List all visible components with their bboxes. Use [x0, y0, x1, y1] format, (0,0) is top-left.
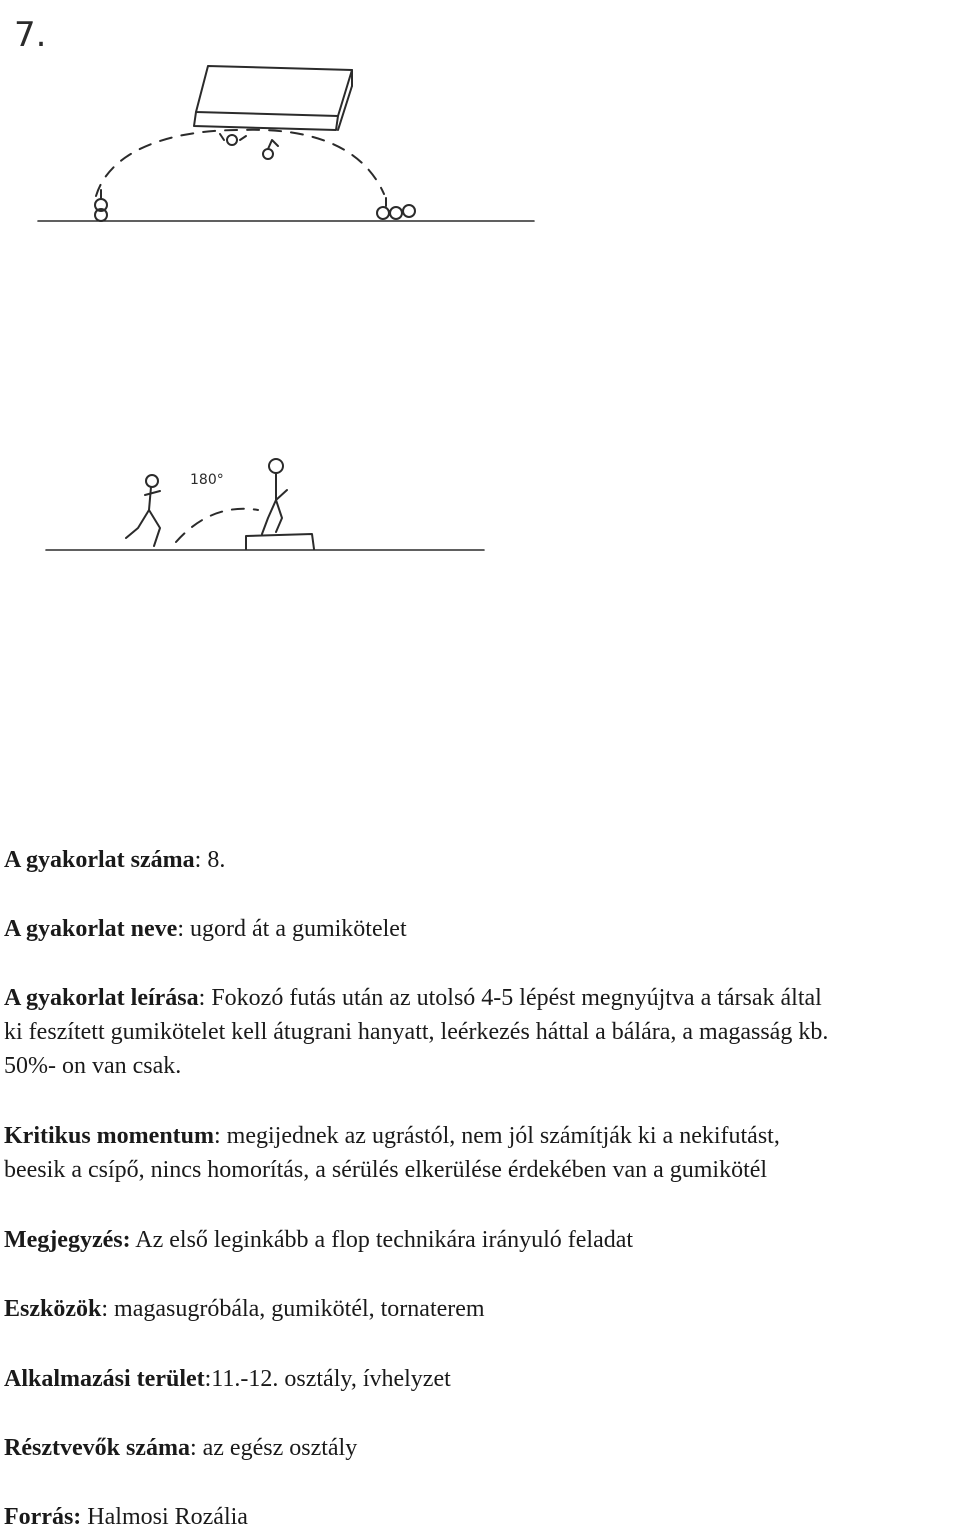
field-label: Alkalmazási terület [4, 1366, 205, 1392]
field-label: A gyakorlat leírása [4, 985, 199, 1011]
field-label: Résztvevők száma [4, 1435, 190, 1461]
field-value: Halmosi Rozália [81, 1504, 248, 1530]
field-label: Eszközök [4, 1296, 102, 1322]
field-value: magasugróbála, gumikötél, tornaterem [108, 1296, 485, 1322]
description-line-1: Fokozó futás után az utolsó 4-5 lépést megnyújtva a társak által [205, 985, 822, 1011]
field-label: A gyakorlat neve [4, 916, 178, 942]
sketch-run-jump [46, 459, 484, 550]
note [4, 1223, 954, 1257]
exercise-sketches [0, 0, 960, 600]
field-label: Megjegyzés: [4, 1227, 131, 1253]
description-line-2: ki feszített gumikötelet kell átugrani hanyatt, leérkezés háttal a bálára, a magasság kb. [4, 1019, 829, 1045]
angle-label: 180° [190, 472, 224, 488]
description-line-3: 50%- on van csak. [4, 1053, 182, 1079]
field-label: Kritikus momentum [4, 1123, 214, 1149]
field-label: Forrás: [4, 1504, 82, 1530]
field-value: 8. [201, 847, 226, 873]
field-value: az egész osztály [196, 1435, 358, 1461]
field-value: :11.-12. osztály, ívhelyzet [204, 1366, 451, 1392]
field-label: A gyakorlat száma [4, 847, 195, 873]
exercise-description: A gyakorlat leírása: Fokozó futás után az utolsó 4-5 lépést megnyújtva a társak által ki feszített gumikötelet kell átugrani hanyatt, leérkezés háttal a bálára, a magasság kb. 50%- on van csak. [4, 981, 954, 1083]
critical-line-2: beesik a csípő, nincs homorítás, a sérülés elkerülése érdekében van a gumikötél [4, 1157, 768, 1183]
critical-line-1: megijednek az ugrástól, nem jól számítják ki a nekifutást, [220, 1123, 780, 1149]
tools: Eszközök: magasugróbála, gumikötél, tornaterem [4, 1296, 485, 1322]
critical-moment: Kritikus momentum: megijednek az ugrástól, nem jól számítják ki a nekifutást, beesik a csípő, nincs homorítás, a sérülés elkerülése érdekében van a gumikötél [4, 1119, 954, 1187]
exercise-number: A gyakorlat száma: 8. [4, 847, 226, 873]
page-number: 7. [14, 15, 47, 55]
exercise-name: A gyakorlat neve: ugord át a gumikötelet [4, 916, 407, 942]
application-area [4, 1362, 954, 1396]
participants: Résztvevők száma: az egész osztály [4, 1435, 358, 1461]
field-value: ugord át a gumikötelet [184, 916, 407, 942]
sketch-box-arc [38, 66, 534, 221]
field-value: Az első leginkább a flop technikára irányuló feladat [130, 1227, 634, 1253]
